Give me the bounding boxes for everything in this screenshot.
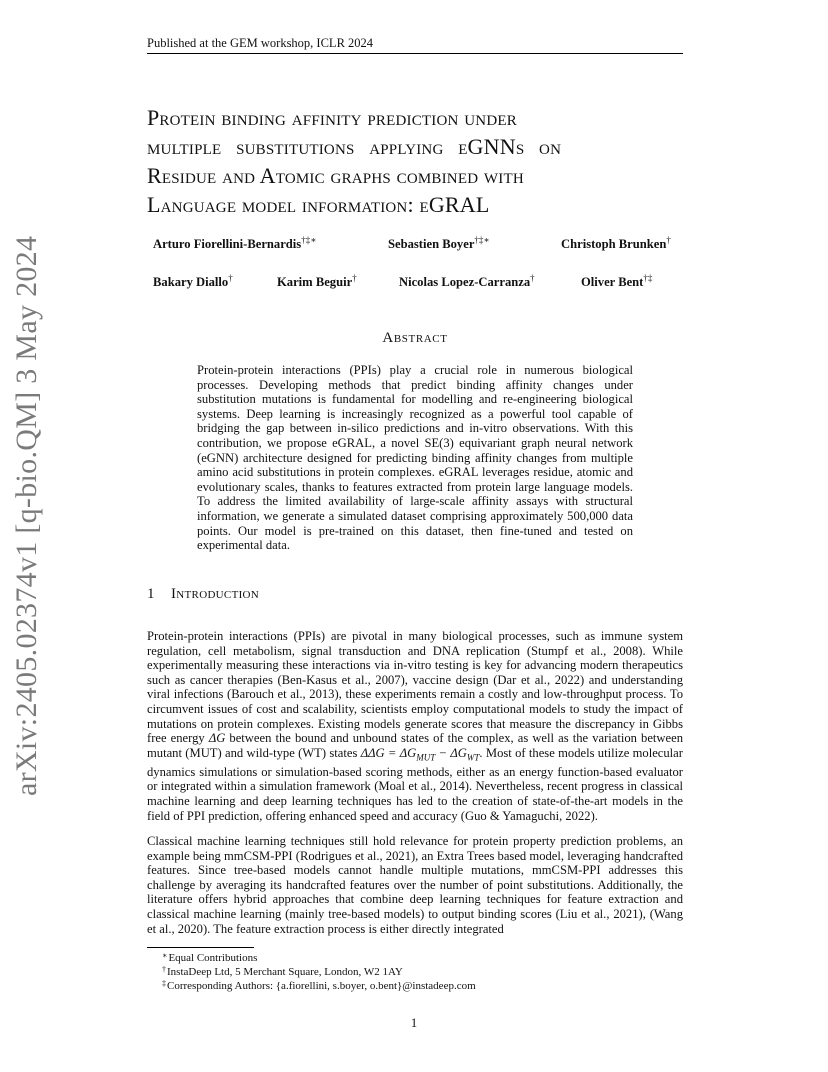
math-term: − ΔG [435,745,467,760]
math-subscript: WT [466,752,480,763]
abstract-heading: Abstract [382,330,448,346]
author-name: Christoph Brunken [561,237,667,251]
math-delta-g: ΔG [208,731,226,746]
footnote-text: Equal Contributions [168,952,258,964]
footnote-1 [162,952,257,964]
math-term: ΔΔG = ΔG [360,745,417,760]
section-number: 1 [147,586,155,602]
affiliation-marks: †‡ [643,273,653,283]
intro-paragraph-2: Classical machine learning techniques still hold relevance for protein property prediction problems, an example being mmCSM-PPI (Rodrigues et al., 2021), an Extra Trees based model, leveraging handcrafted features. Since tree-based models cannot handle multiple mutations, mmCSM-PPI addresses this challenge by averaging its handcrafted features over the number of point substitutions. Additionally, the literature offers hybrid approaches that combine deep learning techniques for feature extraction and classical machine learning (mainly tree-based models) to output binding scores (Liu et al., 2021), (Wang et al., 2020). The feature extraction process is either directly integrated [147,834,683,936]
footnote-2 [162,966,403,978]
footnote-3 [162,980,476,992]
affiliation-marks: †‡∗ [301,235,317,245]
affiliation-marks: † [530,273,535,283]
section-heading [147,586,259,603]
author-4 [153,275,233,290]
author-name: Arturo Fiorellini-Bernardis [153,237,302,251]
math-subscript: MUT [416,752,436,763]
title-line-4: Language model information: eGRAL [147,192,490,217]
footnote-text: Corresponding Authors: {a.fiorellini, s.boyer, o.bent}@instadeep.com [167,980,476,992]
footnote-mark: ∗ [162,951,168,960]
author-name: Bakary Diallo [153,275,229,289]
footnote-mark: ‡ [162,979,166,988]
running-header: Published at the GEM workshop, ICLR 2024 [147,36,374,50]
page-number: 1 [410,1016,418,1030]
author-name: Oliver Bent [581,275,644,289]
arxiv-stamp: arXiv:2405.02374v1 [q-bio.QM] 3 May 2024 [10,235,43,796]
author-5 [277,275,357,290]
footnote-rule [147,947,254,948]
math-delta-delta-g [360,745,480,763]
affiliation-marks: † [666,235,671,245]
affiliation-marks: † [228,273,233,283]
author-1 [153,237,316,252]
author-2 [388,237,490,252]
title-line-1: Protein binding affinity prediction under [147,105,517,130]
affiliation-marks: †‡∗ [474,235,490,245]
author-name: Karim Beguir [277,275,353,289]
footnote-mark: † [162,965,166,974]
paper-title [147,103,687,219]
author-6 [399,275,535,290]
affiliation-marks: † [352,273,357,283]
abstract-text: Protein-protein interactions (PPIs) play a crucial role in numerous biological processes. Developing methods that predict binding affinity changes under substitution mutations is fundamental for modelling and re-engineering biological systems. Deep learning is increasingly recognized as a powerful tool capable of bridging the gap between in-silico predictions and in-vitro observations. With this contribution, we propose eGRAL, a novel SE(3) equivariant graph neural network (eGNN) architecture designed for predicting binding affinity changes from multiple amino acid substitutions in protein complexes. eGRAL leverages residue, atomic and evolutionary scales, thanks to features extracted from protein large language models. To address the limited availability of large-scale affinity assays with structural information, we generate a simulated dataset comprising approximately 500,000 data points. Our model is pre-trained on this dataset, then fine-tuned and tested on experimental data. [197,363,633,553]
section-title: Introduction [171,586,260,602]
footnote-text: InstaDeep Ltd, 5 Merchant Square, London, W2 1AY [167,966,403,978]
author-name: Nicolas Lopez-Carranza [399,275,531,289]
paragraph-text: Protein-protein interactions (PPIs) are pivotal in many biological processes, such as immune system regulation, cell metabolism, signal transduction and DNA replication (Stumpf et al., 2008). While experimentally measuring these interactions via in-vitro testing is key for advancing modern therapeutics such as cancer therapies (Ben-Kasus et al., 2007), vaccine design (Dar et al., 2022) and understanding viral infections (Barouch et al., 2013), these experiments remain a costly and low-throughput process. To circumvent issues of cost and scalability, scientists employ computational models to study the impact of mutations on protein complexes. Existing models generate scores that measure the discrepancy in Gibbs free energy [147,629,683,746]
author-3 [561,237,671,252]
paragraph-text: . Most of these models utilize molecular dynamics simulations or simulation-based scoring methods, either as an energy function-based evaluator or integrated within a simulation framework (Moal et al., 2014). Nevertheless, recent progress in classical machine learning and deep learning techniques has led to the creation of state-of-the-art models in the field of PPI prediction, offering enhanced speed and accuracy (Guo & Yamaguchi, 2022). [147,745,683,823]
paragraph-text: between the bound and unbound states of the complex, as well as the variation between mutant (MUT) and wild-type (WT) states [147,731,684,760]
author-name: Sebastien Boyer [388,237,475,251]
title-line-3: Residue and Atomic graphs combined with [147,163,524,188]
intro-paragraph-1 [147,629,683,823]
author-7 [581,275,652,290]
header-rule [147,53,683,54]
title-line-2: multiple substitutions applying eGNNs on [147,134,562,159]
